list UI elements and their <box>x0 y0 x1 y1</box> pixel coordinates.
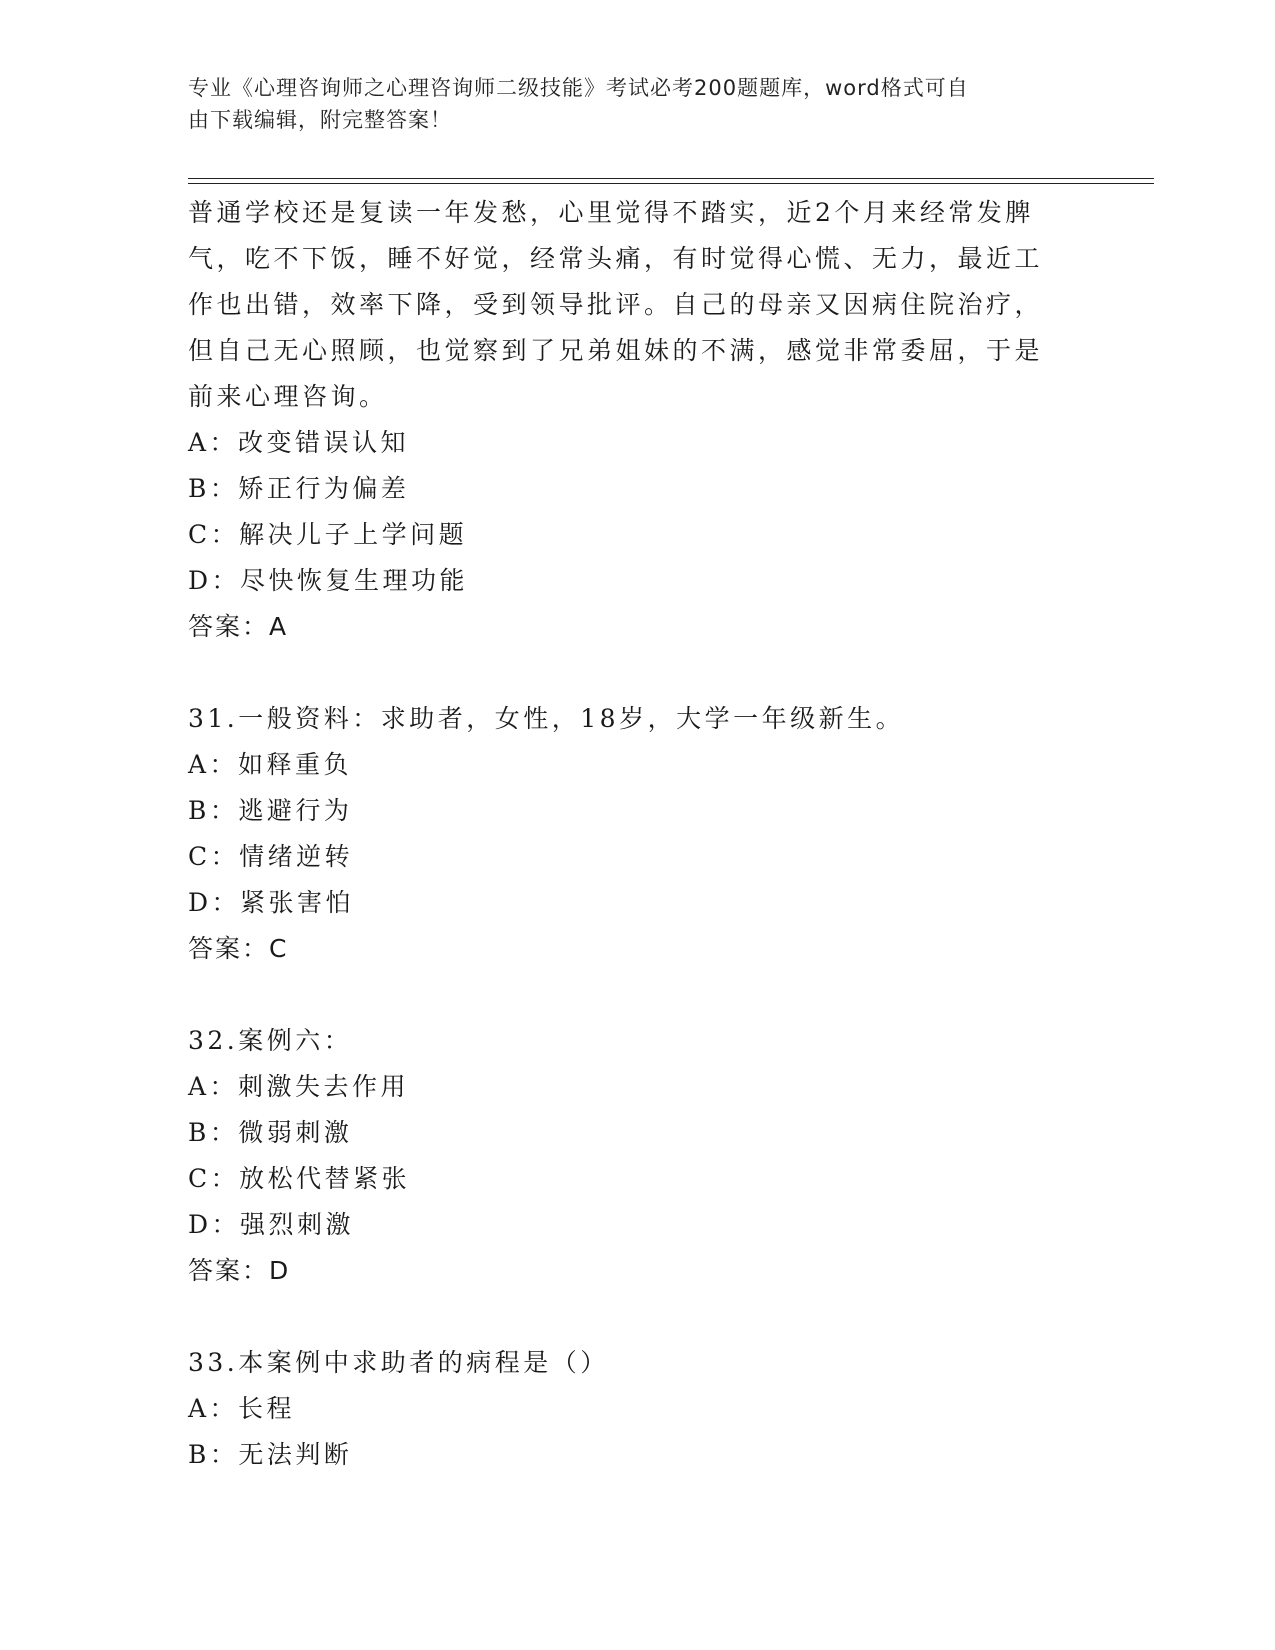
header-line-1: 专业《心理咨询师之心理咨询师二级技能》考试必考200题题库，word格式可自 <box>188 76 969 100</box>
option-c: C：情绪逆转 <box>188 842 354 871</box>
option-a: A：刺激失去作用 <box>188 1072 410 1101</box>
document-body <box>188 190 1088 1478</box>
option-b: B：微弱刺激 <box>188 1118 353 1147</box>
paragraph-line: 作也出错，效率下降，受到领导批评。自己的母亲又因病住院治疗， <box>188 290 1044 319</box>
option-a: A：如释重负 <box>188 750 353 779</box>
option-d: D：强烈刺激 <box>188 1210 355 1239</box>
paragraph-line: 气，吃不下饭，睡不好觉，经常头痛，有时觉得心慌、无力，最近工 <box>188 244 1044 273</box>
document-header <box>188 72 1068 136</box>
question-33 <box>188 1340 1088 1478</box>
answer-line: 答案：D <box>188 1256 291 1285</box>
continued-question <box>188 190 1088 650</box>
option-c: C：解决儿子上学问题 <box>188 520 468 549</box>
question-stem: 32.案例六： <box>188 1026 353 1055</box>
question-32 <box>188 1018 1088 1294</box>
paragraph-line: 普通学校还是复读一年发愁，心里觉得不踏实，近2个月来经常发脾 <box>188 198 1034 227</box>
spacer <box>188 1294 1088 1340</box>
option-d: D：紧张害怕 <box>188 888 355 917</box>
option-a: A：改变错误认知 <box>188 428 410 457</box>
paragraph-line: 前来心理咨询。 <box>188 382 388 411</box>
option-d: D：尽快恢复生理功能 <box>188 566 469 595</box>
option-b: B：无法判断 <box>188 1440 353 1469</box>
spacer <box>188 650 1088 696</box>
option-a: A：长程 <box>188 1394 296 1423</box>
header-divider-bottom <box>188 183 1154 184</box>
answer-line: 答案：C <box>188 934 289 963</box>
question-stem: 33.本案例中求助者的病程是（） <box>188 1348 609 1377</box>
option-c: C：放松代替紧张 <box>188 1164 411 1193</box>
paragraph-line: 但自己无心照顾，也觉察到了兄弟姐妹的不满，感觉非常委屈，于是 <box>188 336 1044 365</box>
spacer <box>188 972 1088 1018</box>
header-divider-top <box>188 178 1154 179</box>
header-line-2: 由下载编辑，附完整答案！ <box>188 108 452 132</box>
answer-line: 答案：A <box>188 612 289 641</box>
option-b: B：逃避行为 <box>188 796 353 825</box>
question-stem: 31.一般资料：求助者，女性，18岁，大学一年级新生。 <box>188 704 905 733</box>
option-b: B：矫正行为偏差 <box>188 474 410 503</box>
question-31 <box>188 696 1088 972</box>
